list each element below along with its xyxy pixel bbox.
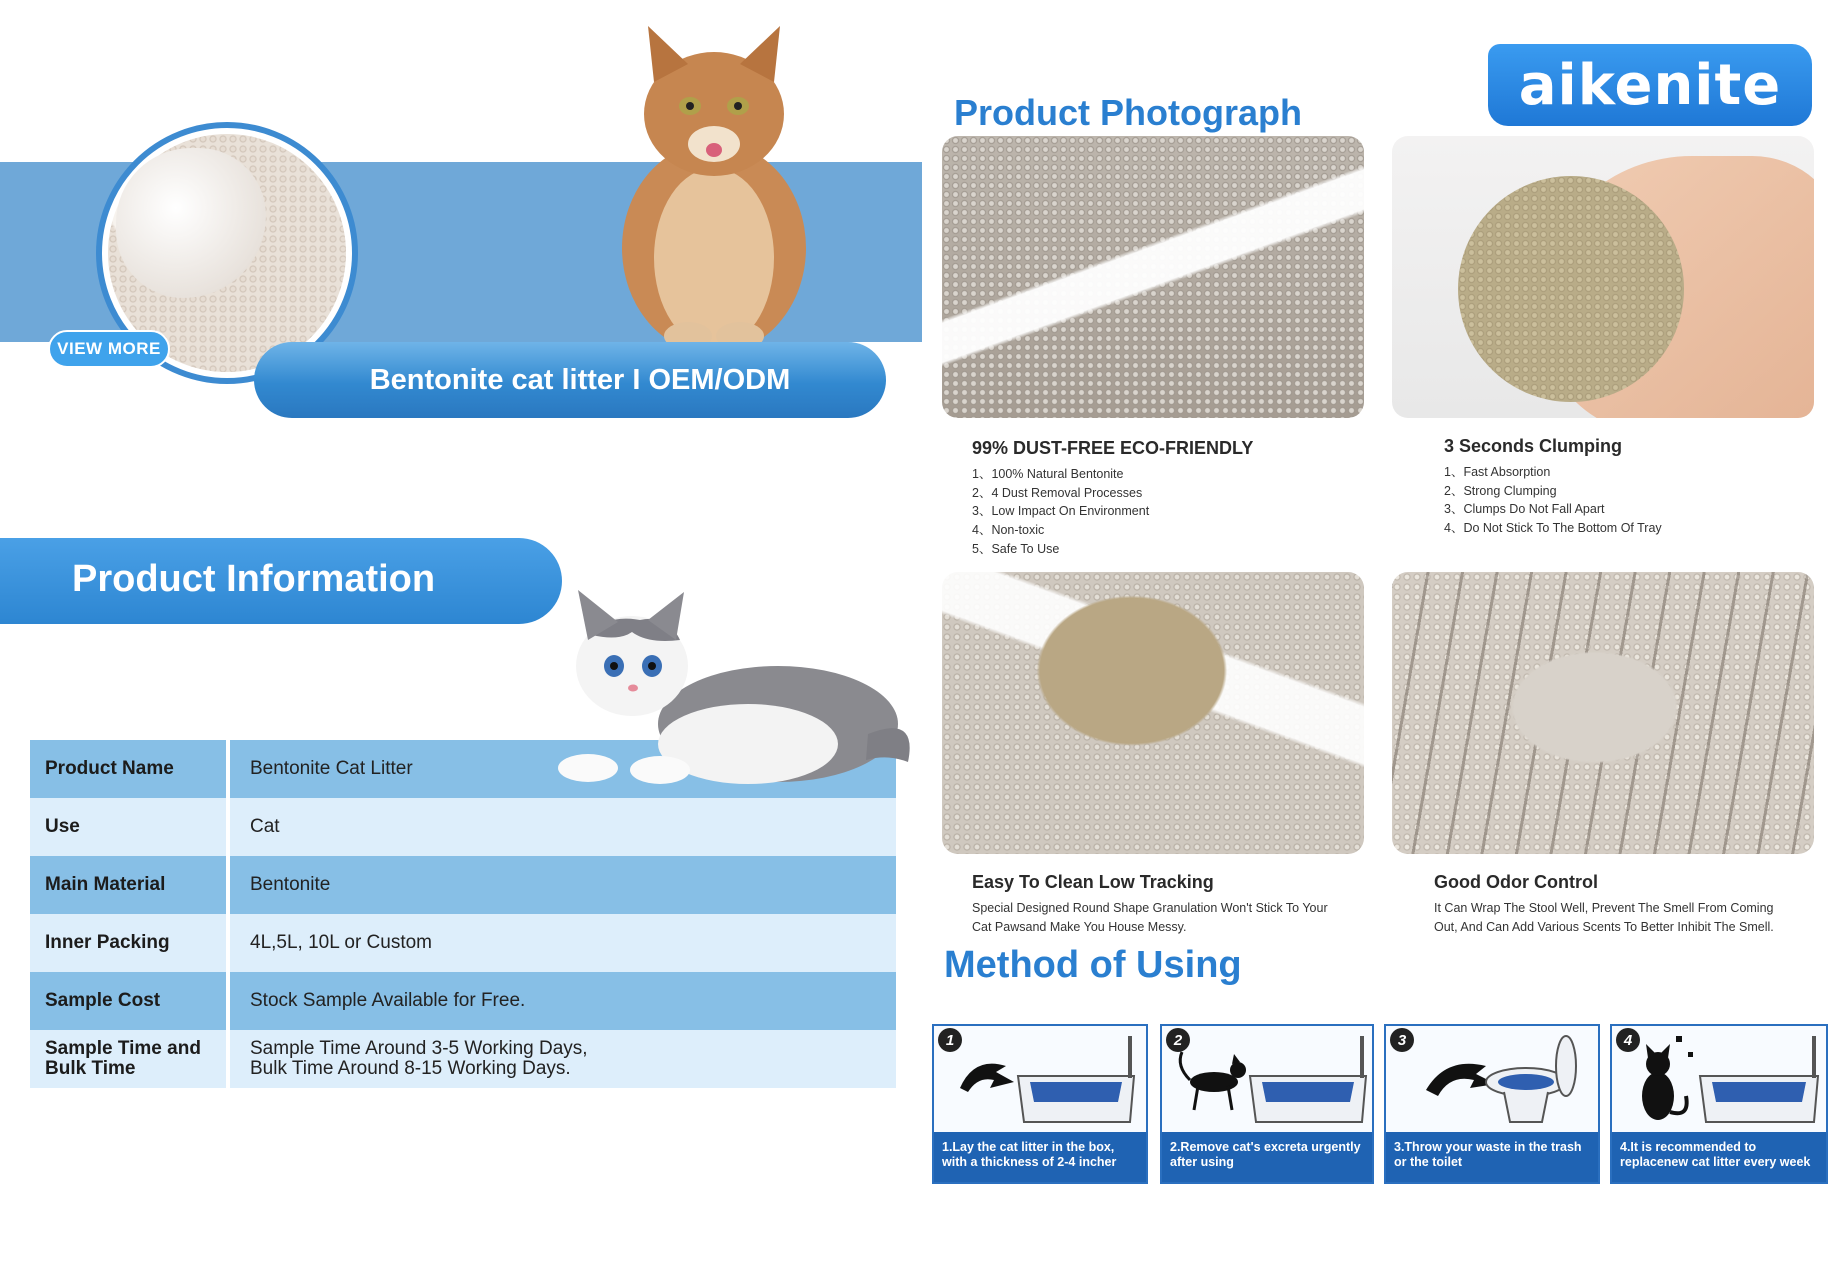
method-step-3 — [1384, 1024, 1600, 1184]
step-illustration — [1612, 1026, 1826, 1136]
feature-item: 4、Non-toxic — [972, 523, 1045, 538]
feature-item: 2、Strong Clumping — [1444, 483, 1557, 498]
feature-title: 99% DUST-FREE ECO-FRIENDLY — [972, 438, 1254, 458]
clump-in-hand-photo — [1392, 136, 1814, 418]
feature-description: It Can Wrap The Stool Well, Prevent The Smell From Coming Out, And Can Add Various Scents To Better Inhibit The Smell. — [1434, 901, 1774, 934]
feature-item: 1、100% Natural Bentonite — [972, 467, 1124, 481]
step-number: 3 — [1390, 1028, 1414, 1052]
feature-title: Easy To Clean Low Tracking — [972, 872, 1214, 892]
step-caption: 3.Throw your waste in the trash or the toilet — [1386, 1132, 1598, 1182]
feature-item: 3、Clumps Do Not Fall Apart — [1444, 502, 1605, 517]
table-row — [30, 972, 896, 1030]
scoop-clump-photo — [942, 572, 1364, 854]
litter-clump-image — [1458, 176, 1684, 402]
feature-item: 4、Do Not Stick To The Bottom Of Tray — [1444, 521, 1662, 536]
toilet-icon — [1386, 1026, 1600, 1136]
row-label: Inner Packing — [30, 914, 226, 972]
feature-description: Special Designed Round Shape Granulation Won't Stick To Your Cat Pawsand Make You House Messy. — [972, 901, 1328, 934]
row-value: 4L,5L, 10L or Custom — [230, 914, 896, 972]
step-illustration — [1162, 1026, 1372, 1136]
feature-clumping — [1444, 436, 1662, 538]
feature-item: 3、Low Impact On Environment — [972, 504, 1150, 519]
step-number: 2 — [1166, 1028, 1190, 1052]
table-row — [30, 914, 896, 972]
row-value: Bentonite Cat Litter — [230, 740, 896, 798]
view-more-button[interactable]: VIEW MORE — [48, 330, 170, 368]
product-information-title: Product Information — [72, 558, 436, 600]
method-of-using-title: Method of Using — [944, 944, 1242, 986]
litter-box-icon — [934, 1026, 1148, 1136]
row-value: Sample Time Around 3-5 Working Days, Bulk Time Around 8-15 Working Days. — [230, 1030, 896, 1088]
step-caption: 4.It is recommended to replacenew cat litter every week — [1612, 1132, 1826, 1182]
product-photograph-title: Product Photograph — [954, 92, 1302, 133]
feature-item: 5、Safe To Use — [972, 541, 1060, 556]
feature-easy-clean — [972, 872, 1332, 936]
row-label: Sample Cost — [30, 972, 226, 1030]
method-step-1 — [932, 1024, 1148, 1184]
feature-title: Good Odor Control — [1434, 872, 1598, 892]
step-illustration — [934, 1026, 1146, 1136]
scoop-litter-photo — [942, 136, 1364, 418]
grey-white-cat-image — [548, 584, 924, 796]
clump-on-grate-photo — [1392, 572, 1814, 854]
table-row — [30, 856, 896, 914]
banner-title: Bentonite cat litter I OEM/ODM — [254, 342, 886, 418]
cat-sitting-icon — [1612, 1026, 1828, 1136]
feature-odor-control — [1434, 872, 1774, 936]
table-row — [30, 798, 896, 856]
row-label: Product Name — [30, 740, 226, 798]
method-step-4 — [1610, 1024, 1828, 1184]
feature-item: 2、4 Dust Removal Processes — [972, 485, 1143, 500]
step-caption: 1.Lay the cat litter in the box, with a thickness of 2-4 incher — [934, 1132, 1146, 1182]
step-caption: 2.Remove cat's excreta urgently after using — [1162, 1132, 1372, 1182]
step-illustration — [1386, 1026, 1598, 1136]
row-label: Sample Time and Bulk Time — [30, 1030, 226, 1088]
feature-item: 1、Fast Absorption — [1444, 465, 1551, 479]
row-value: Stock Sample Available for Free. — [230, 972, 896, 1030]
step-number: 1 — [938, 1028, 962, 1052]
feature-dust-free — [972, 438, 1253, 559]
row-value: Bentonite — [230, 856, 896, 914]
step-number: 4 — [1616, 1028, 1640, 1052]
aikenite-logo: aikenite — [1488, 44, 1812, 126]
method-step-2 — [1160, 1024, 1374, 1184]
table-row — [30, 1030, 896, 1088]
feature-title: 3 Seconds Clumping — [1444, 436, 1623, 456]
cat-at-box-icon — [1162, 1026, 1374, 1136]
orange-cat-image — [588, 18, 838, 358]
row-value: Cat — [230, 798, 896, 856]
row-label: Main Material — [30, 856, 226, 914]
row-label: Use — [30, 798, 226, 856]
